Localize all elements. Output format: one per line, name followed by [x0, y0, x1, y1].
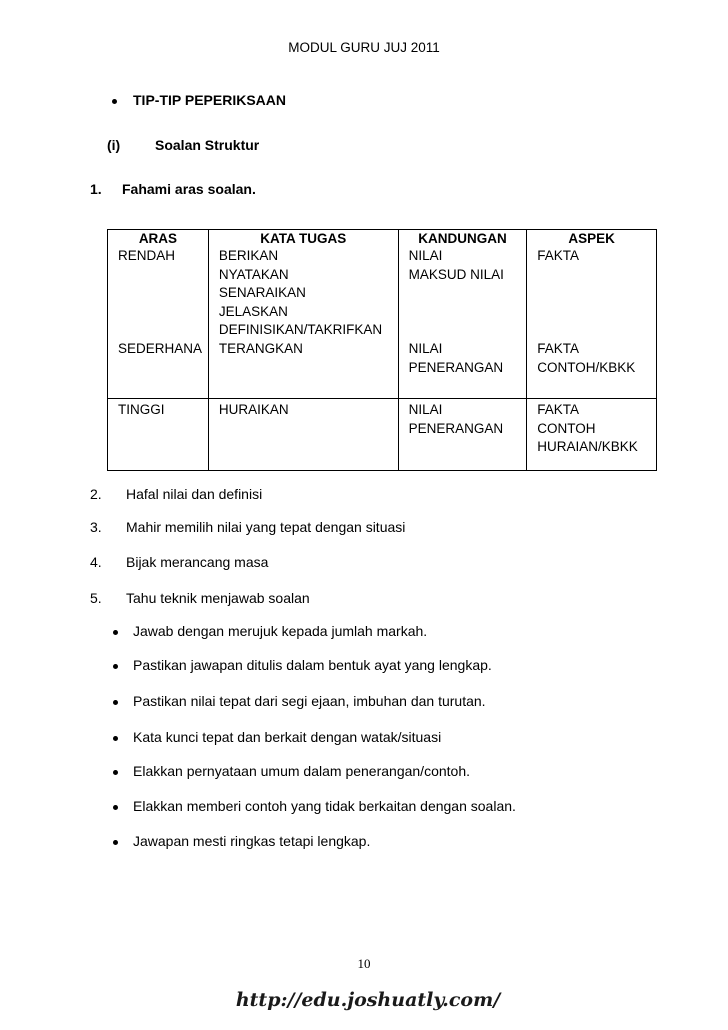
cell-kandungan: NILAI PENERANGAN [398, 340, 527, 399]
cell-aspek: FAKTA CONTOH/KBKK [527, 340, 657, 399]
item-number: 4. [90, 554, 102, 570]
item-number: 5. [90, 590, 102, 606]
table-row [108, 247, 657, 340]
cell-aras: RENDAH [108, 247, 209, 340]
bullet-item: Kata kunci tepat dan berkait dengan watak/situasi [133, 729, 442, 745]
subsection-number: (i) [107, 137, 121, 153]
footer-url[interactable]: http://edu.joshuatly.com/ [235, 989, 501, 1011]
bullet-icon [113, 664, 118, 669]
cell-kata-tugas: TERANGKAN [208, 340, 398, 399]
item-text: Hafal nilai dan definisi [126, 486, 263, 502]
cell-aras: SEDERHANA [108, 340, 209, 399]
item-text: Bijak merancang masa [126, 554, 269, 570]
bullet-icon [113, 805, 118, 810]
bullet-icon [113, 700, 118, 705]
cell-aspek: FAKTA [527, 247, 657, 340]
item-number: 3. [90, 519, 102, 535]
bullet-icon [113, 630, 118, 635]
cell-kandungan: NILAI PENERANGAN [398, 399, 527, 471]
header-aras: ARAS [108, 230, 209, 248]
cell-kata-tugas: HURAIKAN [208, 399, 398, 471]
section-heading: TIP-TIP PEPERIKSAAN [133, 92, 286, 108]
page-header: MODUL GURU JUJ 2011 [288, 40, 440, 55]
bullet-item: Elakkan pernyataan umum dalam penerangan/contoh. [133, 763, 470, 779]
page-number: 10 [357, 956, 371, 971]
item-text: Mahir memilih nilai yang tepat dengan situasi [126, 519, 406, 535]
table-row [108, 399, 657, 471]
item-text: Tahu teknik menjawab soalan [126, 590, 310, 606]
bullet-item: Jawab dengan merujuk kepada jumlah markah. [133, 623, 428, 639]
bullet-item: Pastikan jawapan ditulis dalam bentuk ayat yang lengkap. [133, 657, 492, 673]
bullet-icon [113, 770, 118, 775]
subsection-title: Soalan Struktur [155, 137, 260, 153]
header-kandungan: KANDUNGAN [398, 230, 527, 248]
cell-kata-tugas: BERIKAN NYATAKAN SENARAIKAN JELASKAN DEFINISIKAN/TAKRIFKAN [208, 247, 398, 340]
header-aspek: ASPEK [527, 230, 657, 248]
bullet-icon [113, 840, 118, 845]
table-row [108, 340, 657, 399]
bullet-item: Pastikan nilai tepat dari segi ejaan, imbuhan dan turutan. [133, 693, 486, 709]
header-kata-tugas: KATA TUGAS [208, 230, 398, 248]
item-number: 1. [90, 181, 102, 197]
bullet-item: Jawapan mesti ringkas tetapi lengkap. [133, 833, 371, 849]
bullet-item: Elakkan memberi contoh yang tidak berkaitan dengan soalan. [133, 798, 516, 814]
cell-aras: TINGGI [108, 399, 209, 471]
table-header-row [108, 230, 657, 248]
item-text: Fahami aras soalan. [122, 181, 256, 197]
bullet-icon [113, 736, 118, 741]
aras-table [107, 229, 657, 471]
item-number: 2. [90, 486, 102, 502]
cell-kandungan: NILAI MAKSUD NILAI [398, 247, 527, 340]
cell-aspek: FAKTA CONTOH HURAIAN/KBKK [527, 399, 657, 471]
bullet-icon [112, 99, 117, 104]
